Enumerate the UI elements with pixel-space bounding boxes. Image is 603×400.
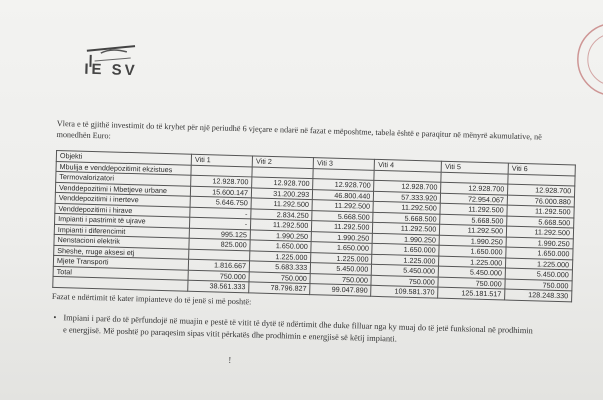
row-label: Impianti i diferencimit [54,224,189,238]
table-cell: 1.225.000 [311,252,372,264]
table-cell: 31.200.293 [251,187,312,199]
table-cell: 1.990.250 [439,235,506,247]
table-cell: 1.650.000 [506,247,573,259]
table-cell: 1.990.250 [311,231,372,243]
row-label: Total [53,266,188,280]
table-cell: 5.450.000 [438,266,505,278]
table-cell: 825.000 [189,238,250,250]
page-mark: ! [228,354,232,365]
table-cell: 1.990.250 [506,237,573,249]
table-cell: 5.668.500 [312,210,373,222]
intro-paragraph: Vlera e të gjithë investimit do të kryhet për një periudhë 6 vjeçare e ndarë në fazat e mëposhtme, tabela është e paraqitur në mënyrë akumulative, në monedhën Euro: [56,118,542,142]
table-cell: 11.292.500 [440,224,507,236]
table-cell: 11.292.500 [506,226,573,238]
table-cell: 5.668.500 [507,216,574,228]
table-cell: 12.928.700 [441,182,508,194]
row-label: Mjete Transporti [53,255,188,269]
column-header: Viti 4 [375,159,442,171]
column-header: Viti 6 [508,163,575,175]
column-header: Viti 1 [191,154,252,166]
table-cell: 750.000 [438,277,505,289]
table-cell: 78.796.827 [249,282,310,294]
table-cell: 11.292.500 [312,200,373,212]
table-cell: 15.600.147 [190,186,251,198]
table-cell: 750.000 [310,273,371,285]
table-cell: 1.650.000 [311,242,372,254]
table-cell: 5.683.333 [249,261,310,273]
table-cell: 5.668.500 [373,212,440,224]
table-cell: 5.450.000 [372,264,439,276]
table-cell: 12.928.700 [191,175,252,187]
table-cell: 38.561.333 [188,280,249,292]
table-cell: 2.834.250 [251,208,312,220]
table-cell: 1.225.000 [506,258,573,270]
table-cell: 1.225.000 [372,254,439,266]
row-label: Nenstacioni elektrik [54,234,189,248]
bullet-text: Impiani i parë do të përfundojë në muajin e pestë të vitit të dytë të ndërtimit dhe duke filluar nga ky muaj do të jetë funksional në prodhimin e energjisë. Më poshtë po paraqesim sipas vitit përkatës dhe prodhimin e energjisë së këtij impianti. [62,313,533,344]
table-cell: 11.292.500 [373,222,440,234]
table-cell: 12.928.700 [252,177,313,189]
table-cell: 1.650.000 [439,245,506,257]
table-cell: 1.816.667 [188,259,249,271]
table-cell: 1.225.000 [250,250,311,262]
document-sheet [49,10,603,400]
table-cell: 11.292.500 [440,203,507,215]
table-cell: - [189,217,250,229]
table-cell: 11.292.500 [312,221,373,233]
table-cell: 5.450.000 [311,263,372,275]
table-cell: 750.000 [188,270,249,282]
table-cell: 1.990.250 [373,233,440,245]
table-cell: 750.000 [249,271,310,283]
table-cell: 750.000 [371,275,438,287]
table-cell: 1.990.250 [250,229,311,241]
table-cell: 46.800.440 [313,189,374,201]
table-cell: 11.292.500 [373,201,440,213]
row-label: Impianti i pastrimit të ujrave [55,213,190,227]
logo-text: IE SV [84,60,138,80]
table-cell: 1.650.000 [372,243,439,255]
column-header-object: Objekti [56,150,191,164]
table-cell: 5.450.000 [505,268,572,280]
table-cell: 57.333.920 [374,191,441,203]
table-body [53,161,575,301]
row-label: Termovalorizatori [56,171,191,185]
table-cell: 1.650.000 [250,240,311,252]
row-label: Venddepozitimi i Mbetjeve urbane [55,182,190,196]
row-label: Venddepozitimi i hirave [55,203,190,217]
row-label: Mbulija e venddepozitimit ekzistues [56,161,191,175]
table-cell: 125.181.517 [438,287,505,299]
table-cell: 995.125 [189,228,250,240]
table-cell: 5.646.750 [190,196,251,208]
table-cell: 12.928.700 [313,179,374,191]
table-cell: 750.000 [505,279,572,291]
table-cell: 76.000.880 [507,195,574,207]
column-header: Viti 3 [313,158,374,170]
table-cell: - [190,207,251,219]
bullet-paragraph [53,312,533,349]
bullet-icon: • [53,312,57,323]
row-label: Sheshe, rruge aksesi etj [54,245,189,259]
investment-table [52,150,576,302]
table-cell: 5.668.500 [440,214,507,226]
table-cell: 12.928.700 [374,180,441,192]
table-cell: 1.225.000 [439,256,506,268]
table-cell: 11.292.500 [251,198,312,210]
table-cell: 11.292.500 [507,205,574,217]
row-label: Venddepozitimi i inerteve [55,192,190,206]
table-cell: 72.954.067 [441,193,508,205]
table-cell: 109.581.370 [371,285,438,297]
column-header: Viti 2 [252,156,313,168]
column-header: Viti 5 [441,161,508,173]
table-cell: 12.928.700 [508,184,575,196]
table-cell: 11.292.500 [251,219,312,231]
table-cell: 128.248.330 [505,289,572,301]
table-cell: 99.047.890 [310,284,371,296]
phases-note: Fazat e ndërtimit të kater impianteve do të jenë si më poshtë: [51,291,252,307]
stamp-icon [568,18,603,100]
